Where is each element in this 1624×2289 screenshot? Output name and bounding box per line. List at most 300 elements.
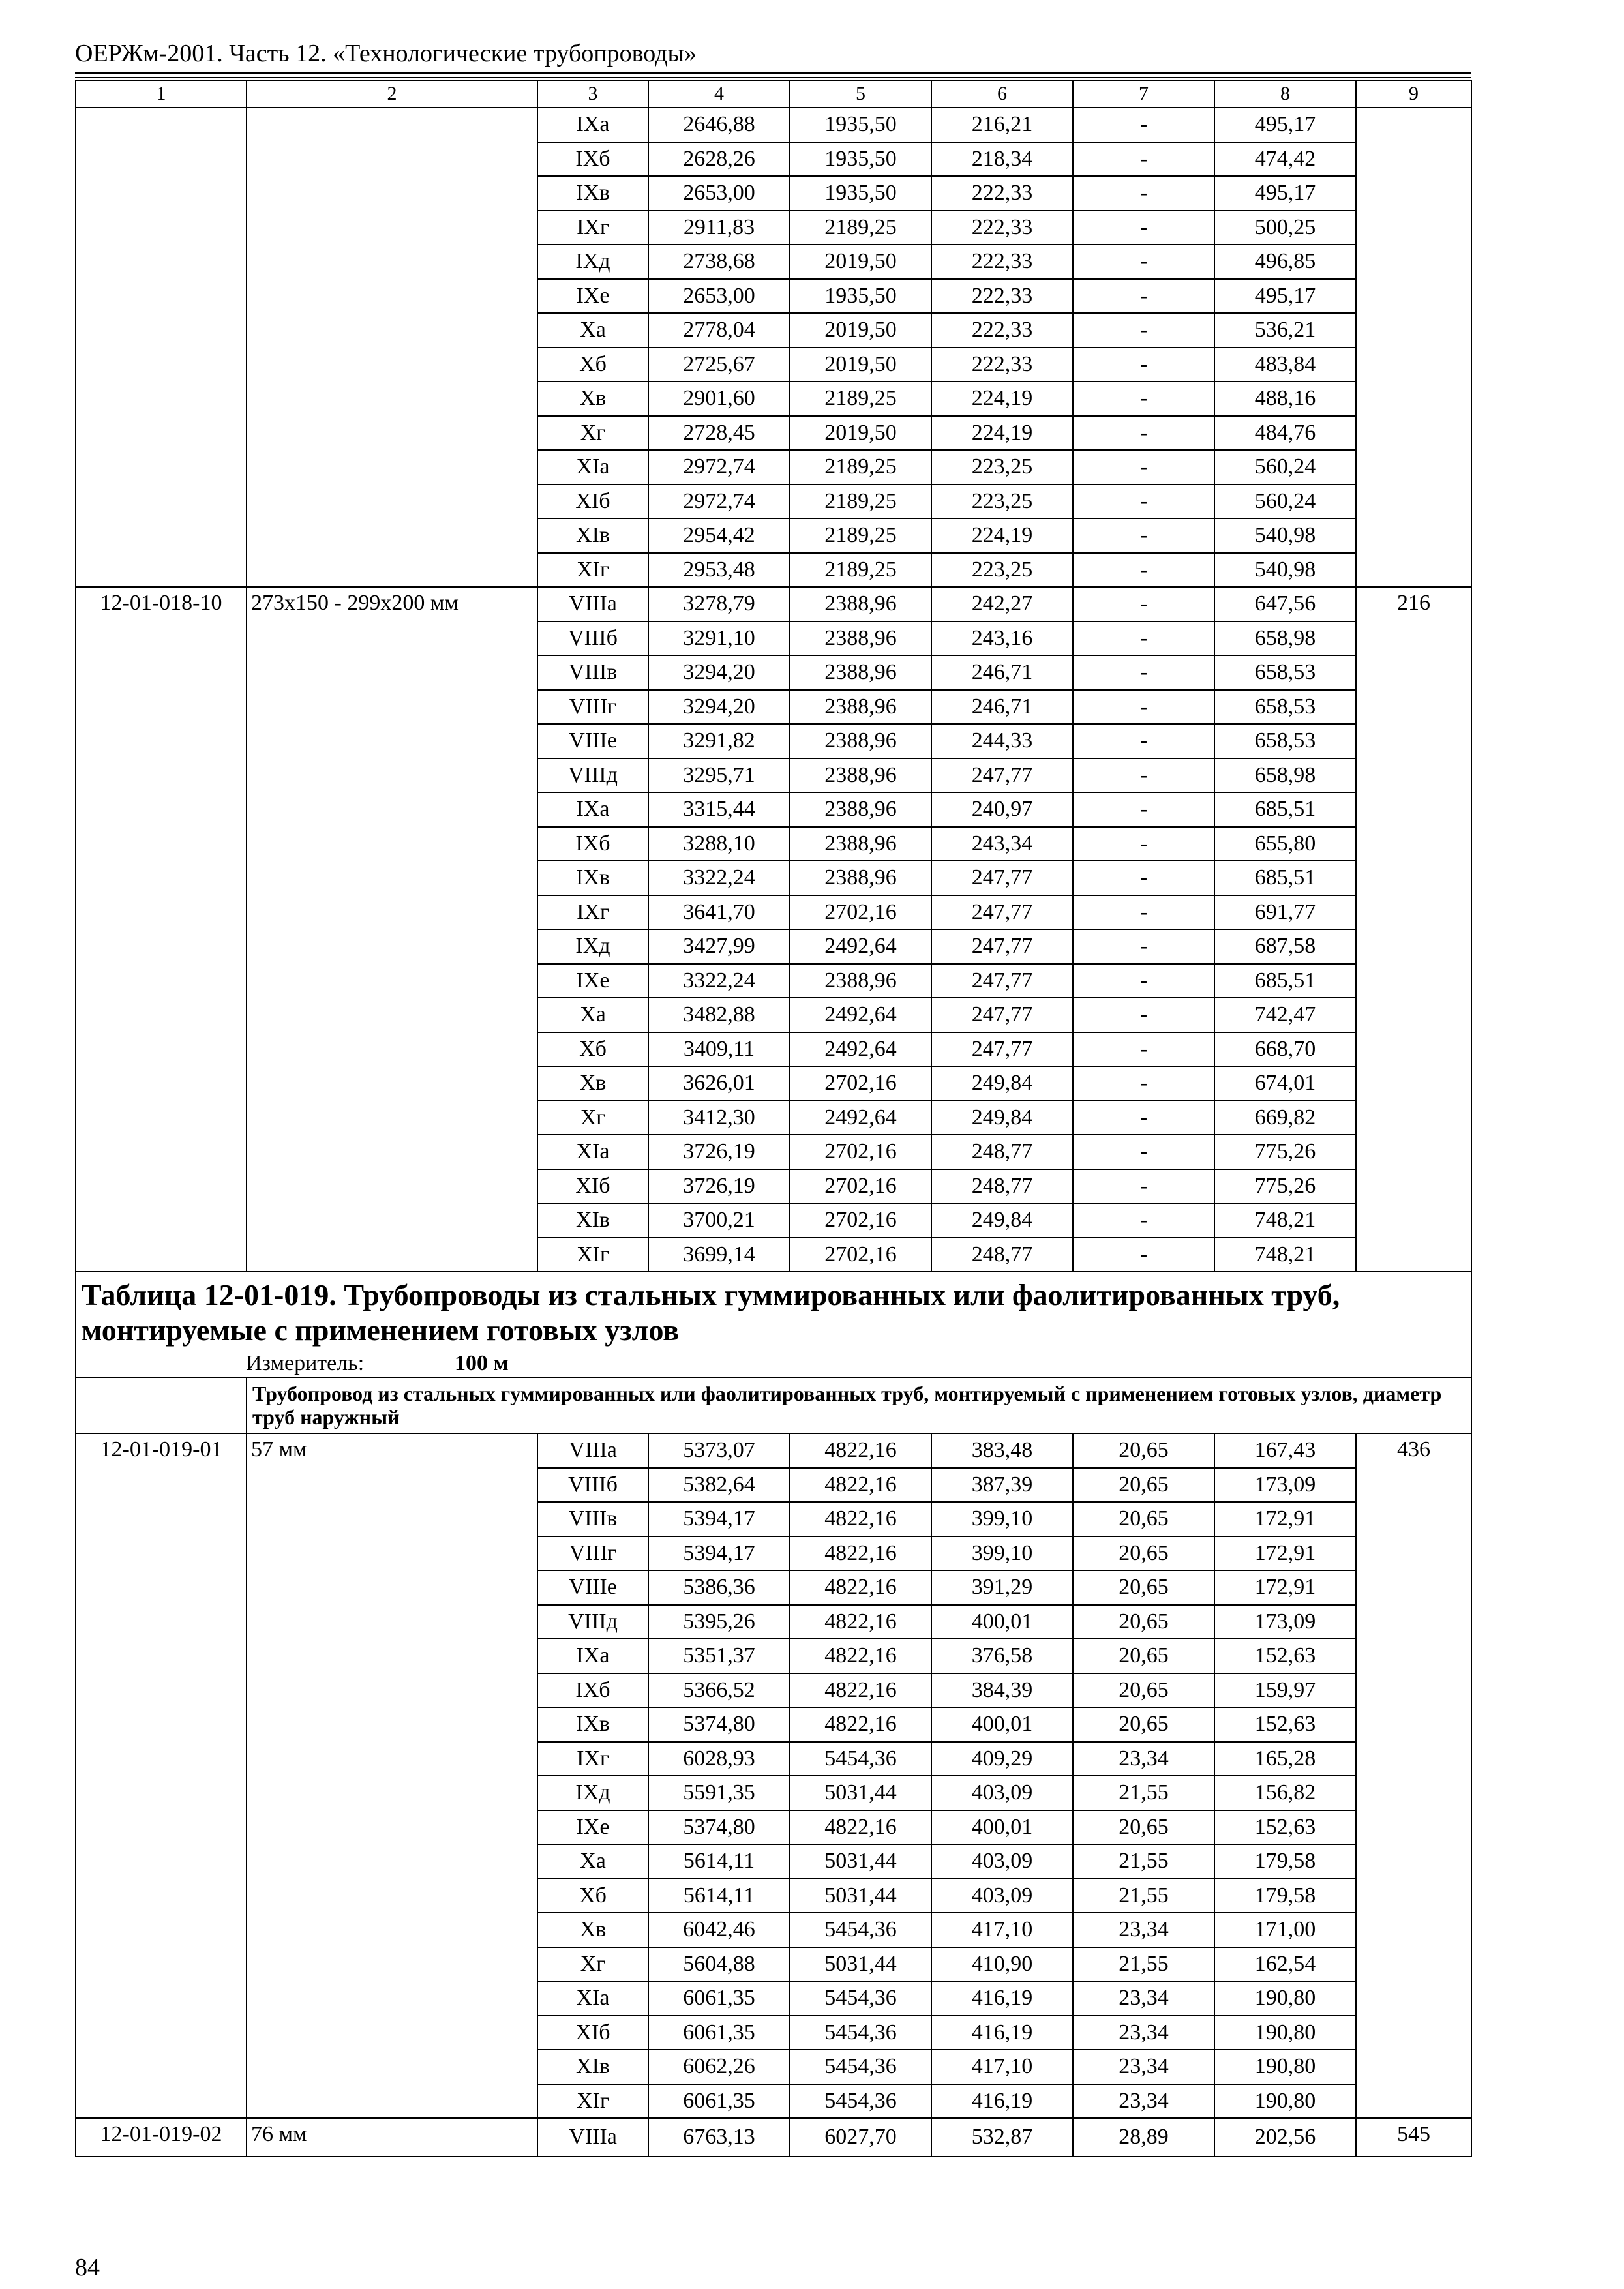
zone-cell: Xб xyxy=(537,1879,648,1913)
total-cost-cell: 2972,74 xyxy=(648,485,790,519)
materials-cell: 668,70 xyxy=(1214,1032,1356,1067)
zone-cell: VIIIа xyxy=(537,1433,648,1468)
materials-cell: 536,21 xyxy=(1214,313,1356,348)
wages-cell: 2492,64 xyxy=(790,1032,931,1067)
machines-cell: 223,25 xyxy=(931,450,1073,485)
labor-cost-cell: 436 xyxy=(1356,1433,1471,2118)
table-title-row xyxy=(76,1272,1471,1351)
materials-cell: 658,53 xyxy=(1214,724,1356,758)
wages-cell: 1935,50 xyxy=(790,279,931,314)
materials-cell: 658,98 xyxy=(1214,758,1356,793)
wages-cell: 4822,16 xyxy=(790,1570,931,1605)
unit-value: 100 м xyxy=(455,1351,509,1375)
norm-name: 273х150 - 299х200 мм xyxy=(247,587,537,1272)
wages-cell: 2492,64 xyxy=(790,929,931,964)
materials-cell: 748,21 xyxy=(1214,1203,1356,1238)
machinist-wages-cell: 20,65 xyxy=(1073,1570,1214,1605)
machines-cell: 400,01 xyxy=(931,1810,1073,1845)
total-cost-cell: 3626,01 xyxy=(648,1066,790,1101)
machines-cell: 243,16 xyxy=(931,621,1073,656)
zone-cell: IXб xyxy=(537,827,648,861)
machines-cell: 532,87 xyxy=(931,2118,1073,2157)
wages-cell: 4822,16 xyxy=(790,1639,931,1673)
zone-cell: IXг xyxy=(537,1742,648,1776)
machines-cell: 400,01 xyxy=(931,1605,1073,1639)
materials-cell: 669,82 xyxy=(1214,1101,1356,1135)
total-cost-cell: 5394,17 xyxy=(648,1502,790,1536)
machines-cell: 403,09 xyxy=(931,1844,1073,1879)
machinist-wages-cell: 20,65 xyxy=(1073,1502,1214,1536)
machines-cell: 391,29 xyxy=(931,1570,1073,1605)
wages-cell: 2388,96 xyxy=(790,655,931,690)
total-cost-cell: 5614,11 xyxy=(648,1879,790,1913)
machinist-wages-cell: - xyxy=(1073,176,1214,211)
materials-cell: 674,01 xyxy=(1214,1066,1356,1101)
zone-cell: XIг xyxy=(537,2084,648,2119)
machines-cell: 399,10 xyxy=(931,1536,1073,1571)
zone-cell: IXд xyxy=(537,929,648,964)
machinist-wages-cell: - xyxy=(1073,861,1214,895)
machinist-wages-cell: - xyxy=(1073,313,1214,348)
zone-cell: VIIIа xyxy=(537,2118,648,2157)
machinist-wages-cell: - xyxy=(1073,792,1214,827)
materials-cell: 495,17 xyxy=(1214,279,1356,314)
total-cost-cell: 5591,35 xyxy=(648,1776,790,1810)
wages-cell: 4822,16 xyxy=(790,1536,931,1571)
zone-cell: VIIIг xyxy=(537,690,648,725)
zone-cell: IXа xyxy=(537,792,648,827)
wages-cell: 4822,16 xyxy=(790,1468,931,1503)
unit-label: Измеритель: xyxy=(246,1351,365,1375)
wages-cell: 2702,16 xyxy=(790,1135,931,1169)
machinist-wages-cell: - xyxy=(1073,279,1214,314)
zone-cell: IXв xyxy=(537,1707,648,1742)
machinist-wages-cell: - xyxy=(1073,1203,1214,1238)
table-row xyxy=(76,108,1471,142)
materials-cell: 742,47 xyxy=(1214,998,1356,1032)
total-cost-cell: 6028,93 xyxy=(648,1742,790,1776)
zone-cell: Xа xyxy=(537,998,648,1032)
materials-cell: 658,98 xyxy=(1214,621,1356,656)
total-cost-cell: 6042,46 xyxy=(648,1913,790,1947)
zone-cell: Xа xyxy=(537,1844,648,1879)
materials-cell: 152,63 xyxy=(1214,1810,1356,1845)
total-cost-cell: 3409,11 xyxy=(648,1032,790,1067)
machinist-wages-cell: 20,65 xyxy=(1073,1468,1214,1503)
wages-cell: 2388,96 xyxy=(790,827,931,861)
total-cost-cell: 3700,21 xyxy=(648,1203,790,1238)
unit-row xyxy=(76,1351,1471,1377)
machinist-wages-cell: 20,65 xyxy=(1073,1433,1214,1468)
machinist-wages-cell: - xyxy=(1073,655,1214,690)
machines-cell: 410,90 xyxy=(931,1947,1073,1982)
total-cost-cell: 2778,04 xyxy=(648,313,790,348)
zone-cell: IXа xyxy=(537,1639,648,1673)
materials-cell: 162,54 xyxy=(1214,1947,1356,1982)
column-number: 6 xyxy=(931,80,1073,108)
machines-cell: 417,10 xyxy=(931,2050,1073,2084)
machines-cell: 417,10 xyxy=(931,1913,1073,1947)
total-cost-cell: 2725,67 xyxy=(648,348,790,382)
labor-cost-cell xyxy=(1356,108,1471,587)
wages-cell: 4822,16 xyxy=(790,1502,931,1536)
machines-cell: 222,33 xyxy=(931,348,1073,382)
total-cost-cell: 2738,68 xyxy=(648,245,790,279)
machinist-wages-cell: - xyxy=(1073,245,1214,279)
labor-cost-cell: 216 xyxy=(1356,587,1471,1272)
machines-cell: 247,77 xyxy=(931,895,1073,930)
machines-cell: 399,10 xyxy=(931,1502,1073,1536)
zone-cell: IXб xyxy=(537,1673,648,1708)
zone-cell: VIIIд xyxy=(537,1605,648,1639)
wages-cell: 1935,50 xyxy=(790,108,931,142)
wages-cell: 2189,25 xyxy=(790,518,931,553)
machinist-wages-cell: - xyxy=(1073,1238,1214,1272)
zone-cell: XIг xyxy=(537,553,648,588)
machinist-wages-cell: 20,65 xyxy=(1073,1810,1214,1845)
materials-cell: 775,26 xyxy=(1214,1135,1356,1169)
machinist-wages-cell: - xyxy=(1073,1169,1214,1204)
table-row xyxy=(76,587,1471,621)
zone-cell: XIв xyxy=(537,2050,648,2084)
total-cost-cell: 2954,42 xyxy=(648,518,790,553)
machinist-wages-cell: - xyxy=(1073,108,1214,142)
wages-cell: 5454,36 xyxy=(790,1981,931,2016)
zone-cell: XIб xyxy=(537,2016,648,2050)
machinist-wages-cell: 20,65 xyxy=(1073,1639,1214,1673)
machinist-wages-cell: - xyxy=(1073,1032,1214,1067)
column-number: 9 xyxy=(1356,80,1471,108)
norm-code xyxy=(76,108,247,587)
machines-cell: 222,33 xyxy=(931,176,1073,211)
total-cost-cell: 5604,88 xyxy=(648,1947,790,1982)
machinist-wages-cell: 20,65 xyxy=(1073,1605,1214,1639)
zone-cell: XIб xyxy=(537,485,648,519)
table-title: Таблица 12-01-019. Трубопроводы из стальных гуммированных или фаолитированных труб, монтируемые с применением готовых узлов xyxy=(76,1272,1471,1351)
materials-cell: 540,98 xyxy=(1214,553,1356,588)
wages-cell: 5031,44 xyxy=(790,1947,931,1982)
total-cost-cell: 5394,17 xyxy=(648,1536,790,1571)
wages-cell: 5031,44 xyxy=(790,1879,931,1913)
materials-cell: 156,82 xyxy=(1214,1776,1356,1810)
column-number: 5 xyxy=(790,80,931,108)
materials-cell: 691,77 xyxy=(1214,895,1356,930)
total-cost-cell: 2953,48 xyxy=(648,553,790,588)
wages-cell: 2492,64 xyxy=(790,998,931,1032)
total-cost-cell: 2728,45 xyxy=(648,416,790,451)
zone-cell: IXв xyxy=(537,176,648,211)
zone-cell: IXб xyxy=(537,142,648,177)
wages-cell: 1935,50 xyxy=(790,142,931,177)
zone-cell: XIв xyxy=(537,518,648,553)
wages-cell: 2019,50 xyxy=(790,416,931,451)
total-cost-cell: 3288,10 xyxy=(648,827,790,861)
machines-cell: 222,33 xyxy=(931,279,1073,314)
wages-cell: 2702,16 xyxy=(790,1066,931,1101)
machinist-wages-cell: - xyxy=(1073,690,1214,725)
machines-cell: 247,77 xyxy=(931,964,1073,998)
materials-cell: 152,63 xyxy=(1214,1639,1356,1673)
materials-cell: 500,25 xyxy=(1214,211,1356,245)
machinist-wages-cell: - xyxy=(1073,1101,1214,1135)
wages-cell: 5454,36 xyxy=(790,1742,931,1776)
wages-cell: 2189,25 xyxy=(790,485,931,519)
column-number: 4 xyxy=(648,80,790,108)
norm-code: 12-01-019-02 xyxy=(76,2118,247,2157)
machinist-wages-cell: - xyxy=(1073,553,1214,588)
description-text: Трубопровод из стальных гуммированных или фаолитированных труб, монтируемый с применением готовых узлов, диаметр труб наружный xyxy=(247,1377,1471,1433)
machinist-wages-cell: - xyxy=(1073,348,1214,382)
total-cost-cell: 6061,35 xyxy=(648,1981,790,2016)
machinist-wages-cell: - xyxy=(1073,1066,1214,1101)
total-cost-cell: 6061,35 xyxy=(648,2016,790,2050)
machines-cell: 376,58 xyxy=(931,1639,1073,1673)
machines-cell: 242,27 xyxy=(931,587,1073,621)
machinist-wages-cell: 20,65 xyxy=(1073,1673,1214,1708)
machinist-wages-cell: 23,34 xyxy=(1073,1913,1214,1947)
machinist-wages-cell: 23,34 xyxy=(1073,1981,1214,2016)
page-number: 84 xyxy=(75,2254,100,2281)
zone-cell: Xв xyxy=(537,1066,648,1101)
total-cost-cell: 3295,71 xyxy=(648,758,790,793)
total-cost-cell: 3315,44 xyxy=(648,792,790,827)
total-cost-cell: 3291,10 xyxy=(648,621,790,656)
machinist-wages-cell: 23,34 xyxy=(1073,2050,1214,2084)
zone-cell: VIIIе xyxy=(537,724,648,758)
zone-cell: Xа xyxy=(537,313,648,348)
total-cost-cell: 6763,13 xyxy=(648,2118,790,2157)
wages-cell: 5454,36 xyxy=(790,2016,931,2050)
machines-cell: 243,34 xyxy=(931,827,1073,861)
zone-cell: IXг xyxy=(537,895,648,930)
materials-cell: 658,53 xyxy=(1214,690,1356,725)
norms-table-body xyxy=(76,80,1471,2157)
wages-cell: 4822,16 xyxy=(790,1707,931,1742)
machines-cell: 403,09 xyxy=(931,1776,1073,1810)
materials-cell: 173,09 xyxy=(1214,1468,1356,1503)
materials-cell: 165,28 xyxy=(1214,1742,1356,1776)
zone-cell: Xг xyxy=(537,1101,648,1135)
materials-cell: 685,51 xyxy=(1214,861,1356,895)
zone-cell: IXг xyxy=(537,211,648,245)
machines-cell: 246,71 xyxy=(931,690,1073,725)
total-cost-cell: 5374,80 xyxy=(648,1810,790,1845)
machines-cell: 216,21 xyxy=(931,108,1073,142)
total-cost-cell: 3322,24 xyxy=(648,861,790,895)
machinist-wages-cell: - xyxy=(1073,929,1214,964)
zone-cell: IXв xyxy=(537,861,648,895)
machines-cell: 244,33 xyxy=(931,724,1073,758)
materials-cell: 685,51 xyxy=(1214,964,1356,998)
wages-cell: 4822,16 xyxy=(790,1673,931,1708)
zone-cell: VIIIд xyxy=(537,758,648,793)
machinist-wages-cell: - xyxy=(1073,895,1214,930)
norm-name: 57 мм xyxy=(247,1433,537,2118)
machinist-wages-cell: 28,89 xyxy=(1073,2118,1214,2157)
machines-cell: 223,25 xyxy=(931,553,1073,588)
wages-cell: 4822,16 xyxy=(790,1433,931,1468)
total-cost-cell: 2646,88 xyxy=(648,108,790,142)
materials-cell: 495,17 xyxy=(1214,176,1356,211)
machines-cell: 249,84 xyxy=(931,1203,1073,1238)
norm-name: 76 мм xyxy=(247,2118,537,2157)
total-cost-cell: 5614,11 xyxy=(648,1844,790,1879)
wages-cell: 2388,96 xyxy=(790,690,931,725)
materials-cell: 687,58 xyxy=(1214,929,1356,964)
wages-cell: 5454,36 xyxy=(790,2084,931,2119)
machines-cell: 247,77 xyxy=(931,998,1073,1032)
wages-cell: 5454,36 xyxy=(790,2050,931,2084)
total-cost-cell: 5373,07 xyxy=(648,1433,790,1468)
wages-cell: 2388,96 xyxy=(790,964,931,998)
machinist-wages-cell: - xyxy=(1073,450,1214,485)
machines-cell: 383,48 xyxy=(931,1433,1073,1468)
machines-cell: 249,84 xyxy=(931,1066,1073,1101)
machinist-wages-cell: - xyxy=(1073,485,1214,519)
zone-cell: VIIIе xyxy=(537,1570,648,1605)
machinist-wages-cell: 21,55 xyxy=(1073,1776,1214,1810)
machines-cell: 384,39 xyxy=(931,1673,1073,1708)
total-cost-cell: 3294,20 xyxy=(648,690,790,725)
total-cost-cell: 5374,80 xyxy=(648,1707,790,1742)
column-number: 3 xyxy=(537,80,648,108)
total-cost-cell: 5386,36 xyxy=(648,1570,790,1605)
wages-cell: 1935,50 xyxy=(790,176,931,211)
wages-cell: 5031,44 xyxy=(790,1844,931,1879)
total-cost-cell: 2653,00 xyxy=(648,176,790,211)
machines-cell: 387,39 xyxy=(931,1468,1073,1503)
materials-cell: 560,24 xyxy=(1214,450,1356,485)
machines-cell: 246,71 xyxy=(931,655,1073,690)
column-number: 2 xyxy=(247,80,537,108)
machinist-wages-cell: - xyxy=(1073,758,1214,793)
materials-cell: 488,16 xyxy=(1214,382,1356,416)
machines-cell: 248,77 xyxy=(931,1169,1073,1204)
total-cost-cell: 3482,88 xyxy=(648,998,790,1032)
norm-name xyxy=(247,108,537,587)
materials-cell: 484,76 xyxy=(1214,416,1356,451)
zone-cell: VIIIв xyxy=(537,655,648,690)
materials-cell: 496,85 xyxy=(1214,245,1356,279)
zone-cell: VIIIв xyxy=(537,1502,648,1536)
machinist-wages-cell: - xyxy=(1073,211,1214,245)
wages-cell: 2388,96 xyxy=(790,621,931,656)
zone-cell: VIIIа xyxy=(537,587,648,621)
wages-cell: 2388,96 xyxy=(790,758,931,793)
materials-cell: 474,42 xyxy=(1214,142,1356,177)
wages-cell: 2019,50 xyxy=(790,348,931,382)
machines-cell: 224,19 xyxy=(931,518,1073,553)
machines-cell: 222,33 xyxy=(931,211,1073,245)
materials-cell: 172,91 xyxy=(1214,1536,1356,1571)
materials-cell: 190,80 xyxy=(1214,2016,1356,2050)
zone-cell: Xб xyxy=(537,348,648,382)
total-cost-cell: 3278,79 xyxy=(648,587,790,621)
wages-cell: 4822,16 xyxy=(790,1810,931,1845)
zone-cell: IXе xyxy=(537,1810,648,1845)
materials-cell: 159,97 xyxy=(1214,1673,1356,1708)
total-cost-cell: 6061,35 xyxy=(648,2084,790,2119)
machinist-wages-cell: 23,34 xyxy=(1073,2084,1214,2119)
zone-cell: IXе xyxy=(537,279,648,314)
machines-cell: 248,77 xyxy=(931,1135,1073,1169)
machines-cell: 224,19 xyxy=(931,382,1073,416)
column-number: 1 xyxy=(76,80,247,108)
zone-cell: XIа xyxy=(537,1135,648,1169)
wages-cell: 2702,16 xyxy=(790,1203,931,1238)
machines-cell: 247,77 xyxy=(931,861,1073,895)
materials-cell: 483,84 xyxy=(1214,348,1356,382)
norm-code: 12-01-019-01 xyxy=(76,1433,247,2118)
machines-cell: 400,01 xyxy=(931,1707,1073,1742)
description-spacer xyxy=(76,1377,247,1433)
norm-code: 12-01-018-10 xyxy=(76,587,247,1272)
column-number: 8 xyxy=(1214,80,1356,108)
wages-cell: 2189,25 xyxy=(790,450,931,485)
table-row xyxy=(76,2118,1471,2157)
wages-cell: 2492,64 xyxy=(790,1101,931,1135)
total-cost-cell: 5382,64 xyxy=(648,1468,790,1503)
materials-cell: 775,26 xyxy=(1214,1169,1356,1204)
materials-cell: 190,80 xyxy=(1214,2050,1356,2084)
wages-cell: 2388,96 xyxy=(790,792,931,827)
machines-cell: 247,77 xyxy=(931,758,1073,793)
wages-cell: 2388,96 xyxy=(790,861,931,895)
materials-cell: 495,17 xyxy=(1214,108,1356,142)
wages-cell: 2019,50 xyxy=(790,245,931,279)
total-cost-cell: 2972,74 xyxy=(648,450,790,485)
column-number-row xyxy=(76,80,1471,108)
machinist-wages-cell: - xyxy=(1073,518,1214,553)
zone-cell: VIIIб xyxy=(537,1468,648,1503)
machines-cell: 218,34 xyxy=(931,142,1073,177)
machinist-wages-cell: 23,34 xyxy=(1073,1742,1214,1776)
total-cost-cell: 3726,19 xyxy=(648,1169,790,1204)
zone-cell: IXе xyxy=(537,964,648,998)
wages-cell: 2189,25 xyxy=(790,553,931,588)
zone-cell: XIв xyxy=(537,1203,648,1238)
materials-cell: 190,80 xyxy=(1214,2084,1356,2119)
machinist-wages-cell: - xyxy=(1073,1135,1214,1169)
wages-cell: 2702,16 xyxy=(790,1169,931,1204)
total-cost-cell: 2901,60 xyxy=(648,382,790,416)
materials-cell: 685,51 xyxy=(1214,792,1356,827)
total-cost-cell: 3322,24 xyxy=(648,964,790,998)
zone-cell: VIIIб xyxy=(537,621,648,656)
machinist-wages-cell: 23,34 xyxy=(1073,2016,1214,2050)
machinist-wages-cell: - xyxy=(1073,587,1214,621)
materials-cell: 560,24 xyxy=(1214,485,1356,519)
machines-cell: 249,84 xyxy=(931,1101,1073,1135)
materials-cell: 748,21 xyxy=(1214,1238,1356,1272)
machines-cell: 409,29 xyxy=(931,1742,1073,1776)
machinist-wages-cell: 21,55 xyxy=(1073,1947,1214,1982)
wages-cell: 5454,36 xyxy=(790,1913,931,1947)
total-cost-cell: 5366,52 xyxy=(648,1673,790,1708)
wages-cell: 2388,96 xyxy=(790,724,931,758)
total-cost-cell: 5395,26 xyxy=(648,1605,790,1639)
machinist-wages-cell: 20,65 xyxy=(1073,1536,1214,1571)
materials-cell: 179,58 xyxy=(1214,1879,1356,1913)
wages-cell: 4822,16 xyxy=(790,1605,931,1639)
machines-cell: 240,97 xyxy=(931,792,1073,827)
wages-cell: 2019,50 xyxy=(790,313,931,348)
column-number: 7 xyxy=(1073,80,1214,108)
zone-cell: XIг xyxy=(537,1238,648,1272)
wages-cell: 2189,25 xyxy=(790,382,931,416)
machinist-wages-cell: - xyxy=(1073,724,1214,758)
wages-cell: 2702,16 xyxy=(790,895,931,930)
